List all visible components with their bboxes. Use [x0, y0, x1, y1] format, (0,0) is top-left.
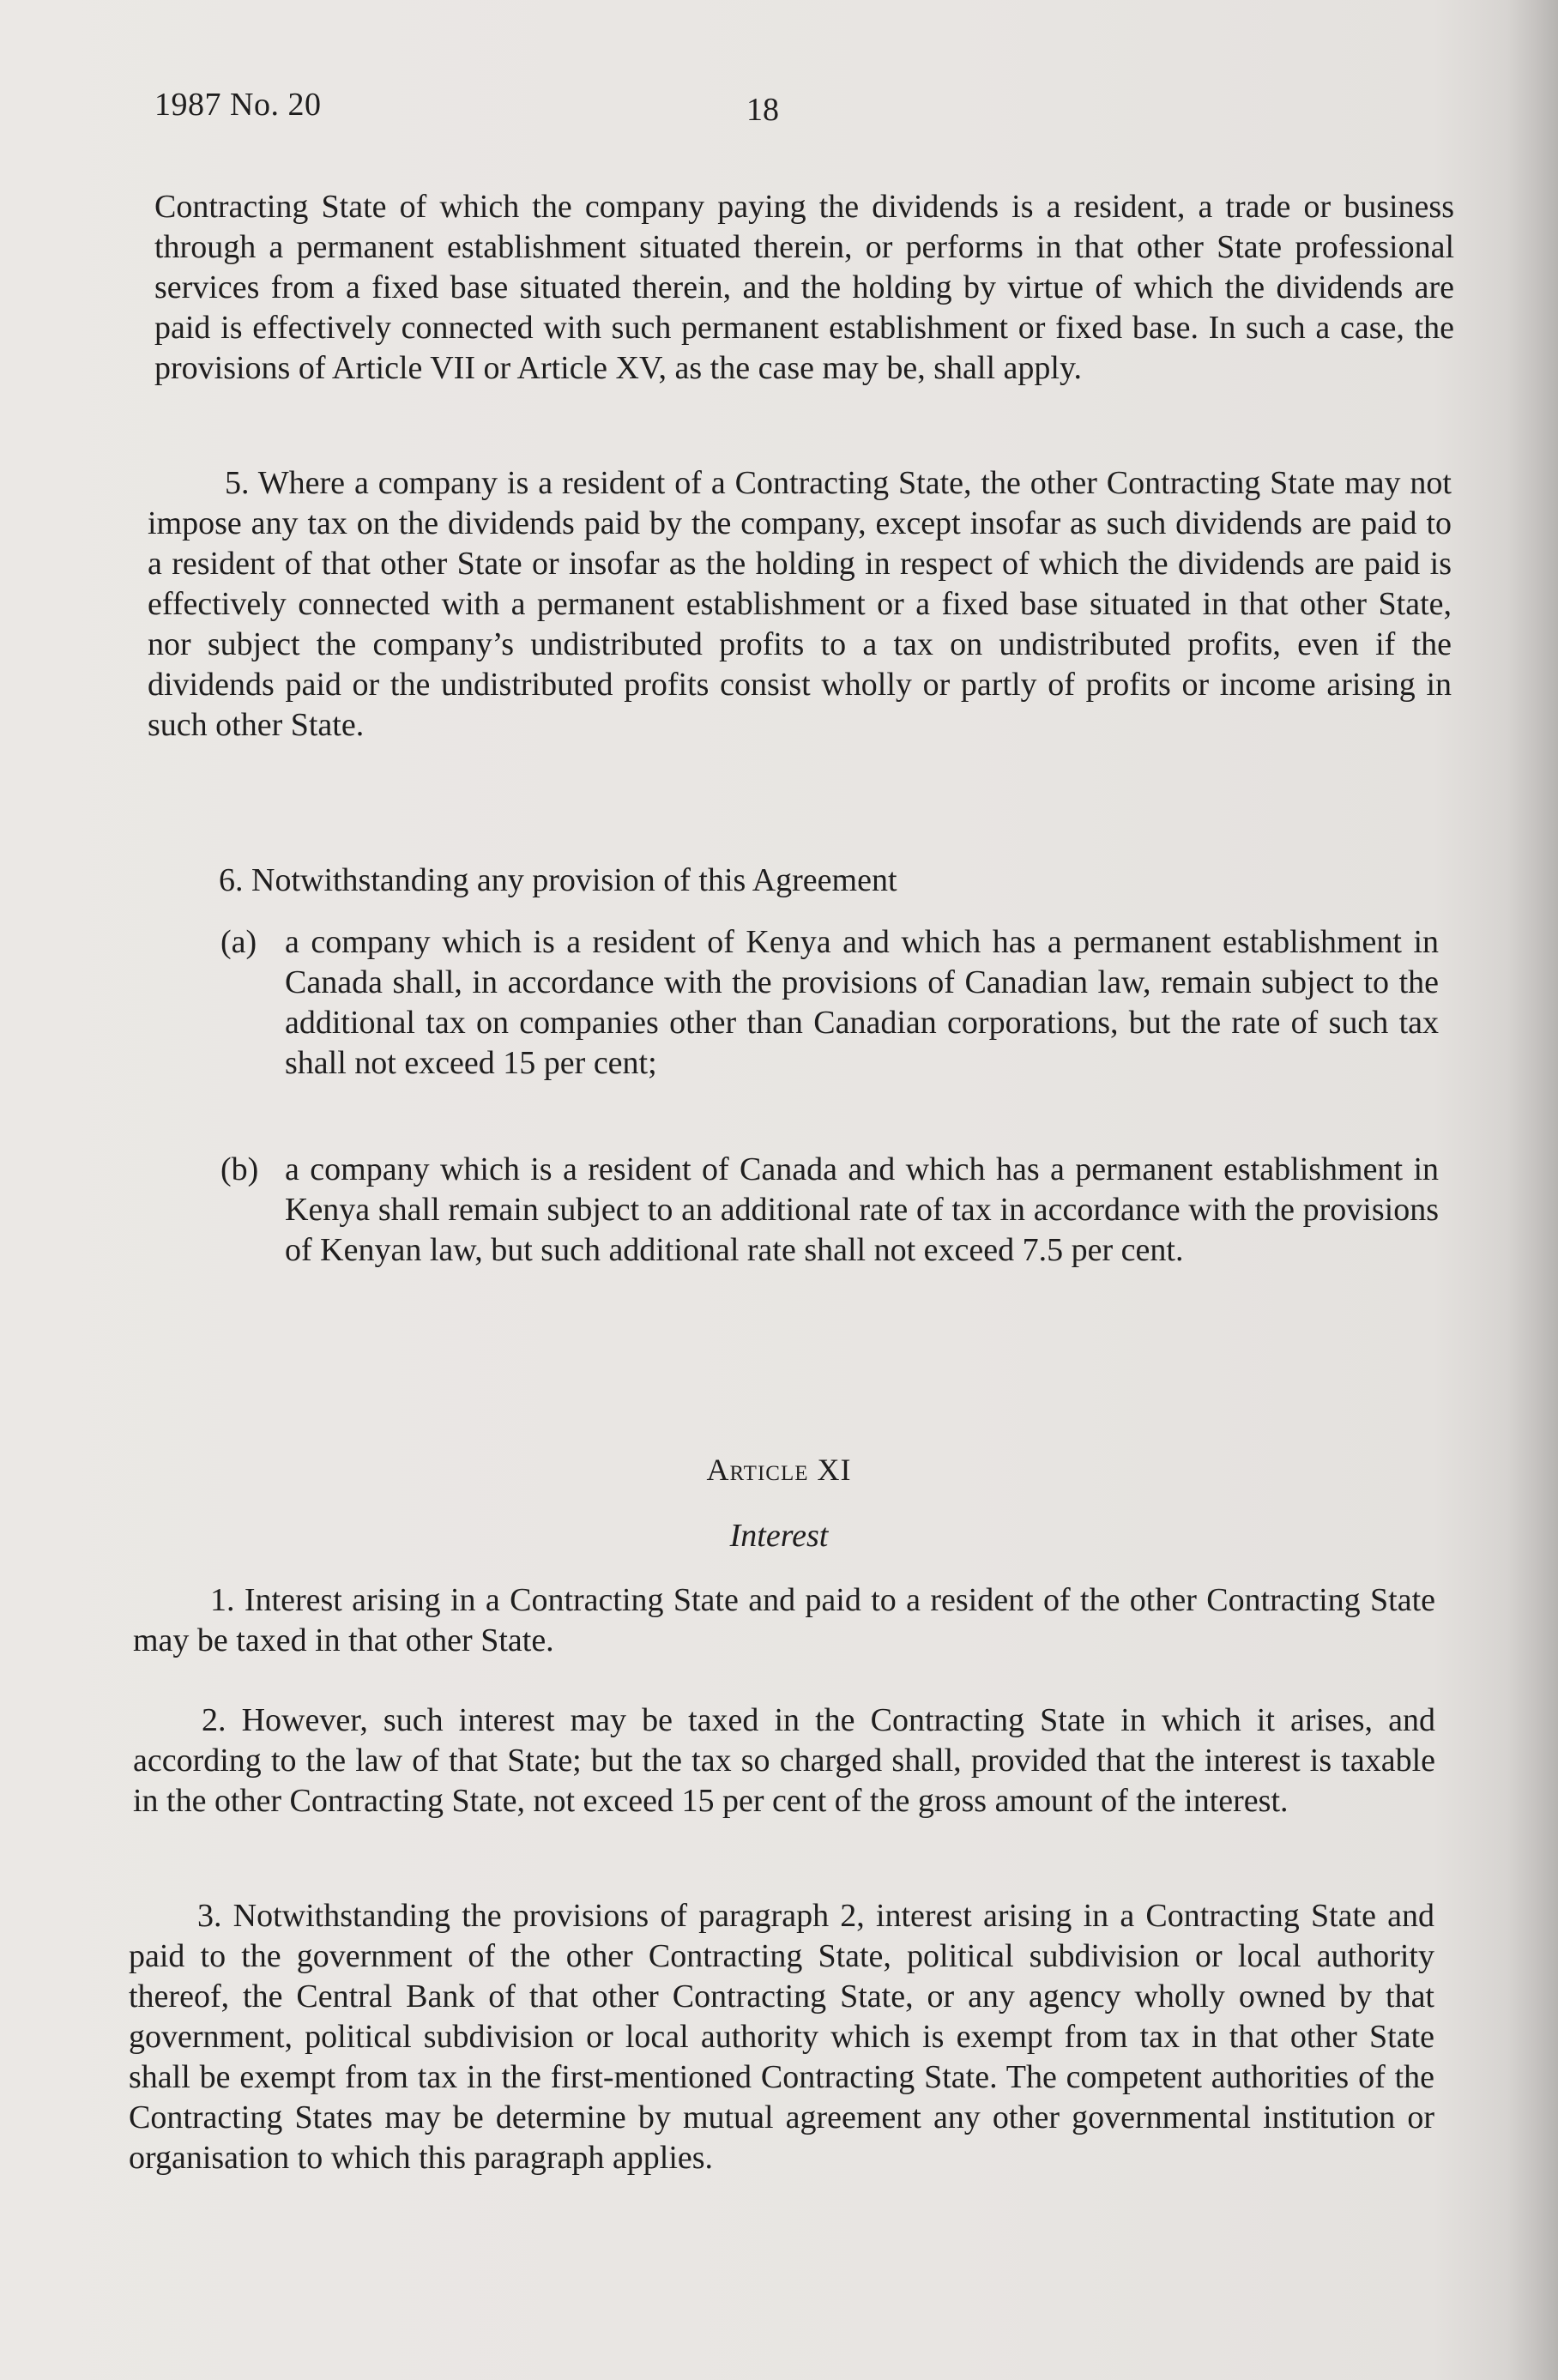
article-paragraph-1: 1. Interest arising in a Contracting State and paid to a resident of the other Contracting State may be taxed in that other State.	[133, 1582, 1435, 1658]
page-header	[154, 86, 1441, 137]
article-paragraph-3: 3. Notwithstanding the provisions of paragraph 2, interest arising in a Contracting State and paid to the government of the other Contracting State, political subdivision or local authority thereof, the Central Bank of that other Contracting State, or any agency wholly owned by that government, political subdivision or local authority which is exempt from tax in that other State shall be exempt from tax in the first-mentioned Contracting State. The competent authorities of the Contracting States may be determine by mutual agreement any other governmental institution or organisation to which this paragraph applies.	[129, 1898, 1434, 2176]
paragraph-6-item-a	[220, 922, 1447, 1128]
article-subtitle: Interest	[729, 1518, 829, 1554]
page-number: 18	[746, 92, 779, 128]
article-title: Article XI	[706, 1453, 852, 1487]
paragraph-6-item-b	[220, 1150, 1447, 1313]
paragraph-continuation: Contracting State of which the company paying the dividends is a resident, a trade or business through a permanent establishment situated therein, or performs in that other State professional services from a fixed base situated therein, and the holding by virtue of which the dividends are paid is effectively connected with such permanent establishment or fixed base. In such a case, the provisions of Article VII or Article XV, as the case may be, shall apply.	[154, 189, 1454, 386]
paragraph-6-intro: 6. Notwithstanding any provision of this Agreement	[219, 862, 897, 898]
paragraph-5: 5. Where a company is a resident of a Contracting State, the other Contracting State may not impose any tax on the dividends paid by the company, except insofar as such dividends are paid to a resident of that other State or insofar as the holding in respect of which the dividends are paid is effectively connected with a permanent establishment or a fixed base situated in that other State, nor subject the company’s undistributed profits to a tax on undistributed profits, even if the dividends paid or the undistributed profits consist wholly or partly of profits or income arising in such other State.	[148, 465, 1452, 743]
item-label: (a)	[220, 924, 257, 960]
article-paragraph-2: 2. However, such interest may be taxed in the Contracting State in which it arises, and according to the law of that State; but the tax so charged shall, provided that the interest is taxable in the other Contracting State, not exceed 15 per cent of the gross amount of the interest.	[133, 1702, 1435, 1819]
item-label: (b)	[220, 1151, 259, 1187]
document-reference: 1987 No. 20	[154, 87, 322, 123]
item-text: a company which is a resident of Kenya and which has a permanent establishment in Canada shall, in accordance with the provisions of Canadian law, remain subject to the additional tax on companies other than Canadian corporations, but the rate of such tax shall not exceed 15 per cent;	[285, 924, 1439, 1081]
item-text: a company which is a resident of Canada and which has a permanent establishment in Kenya shall remain subject to an additional rate of tax in accordance with the provisions of Kenyan law, but such additional rate shall not exceed 7.5 per cent.	[285, 1151, 1439, 1268]
page-edge-shadow	[1507, 0, 1558, 2380]
